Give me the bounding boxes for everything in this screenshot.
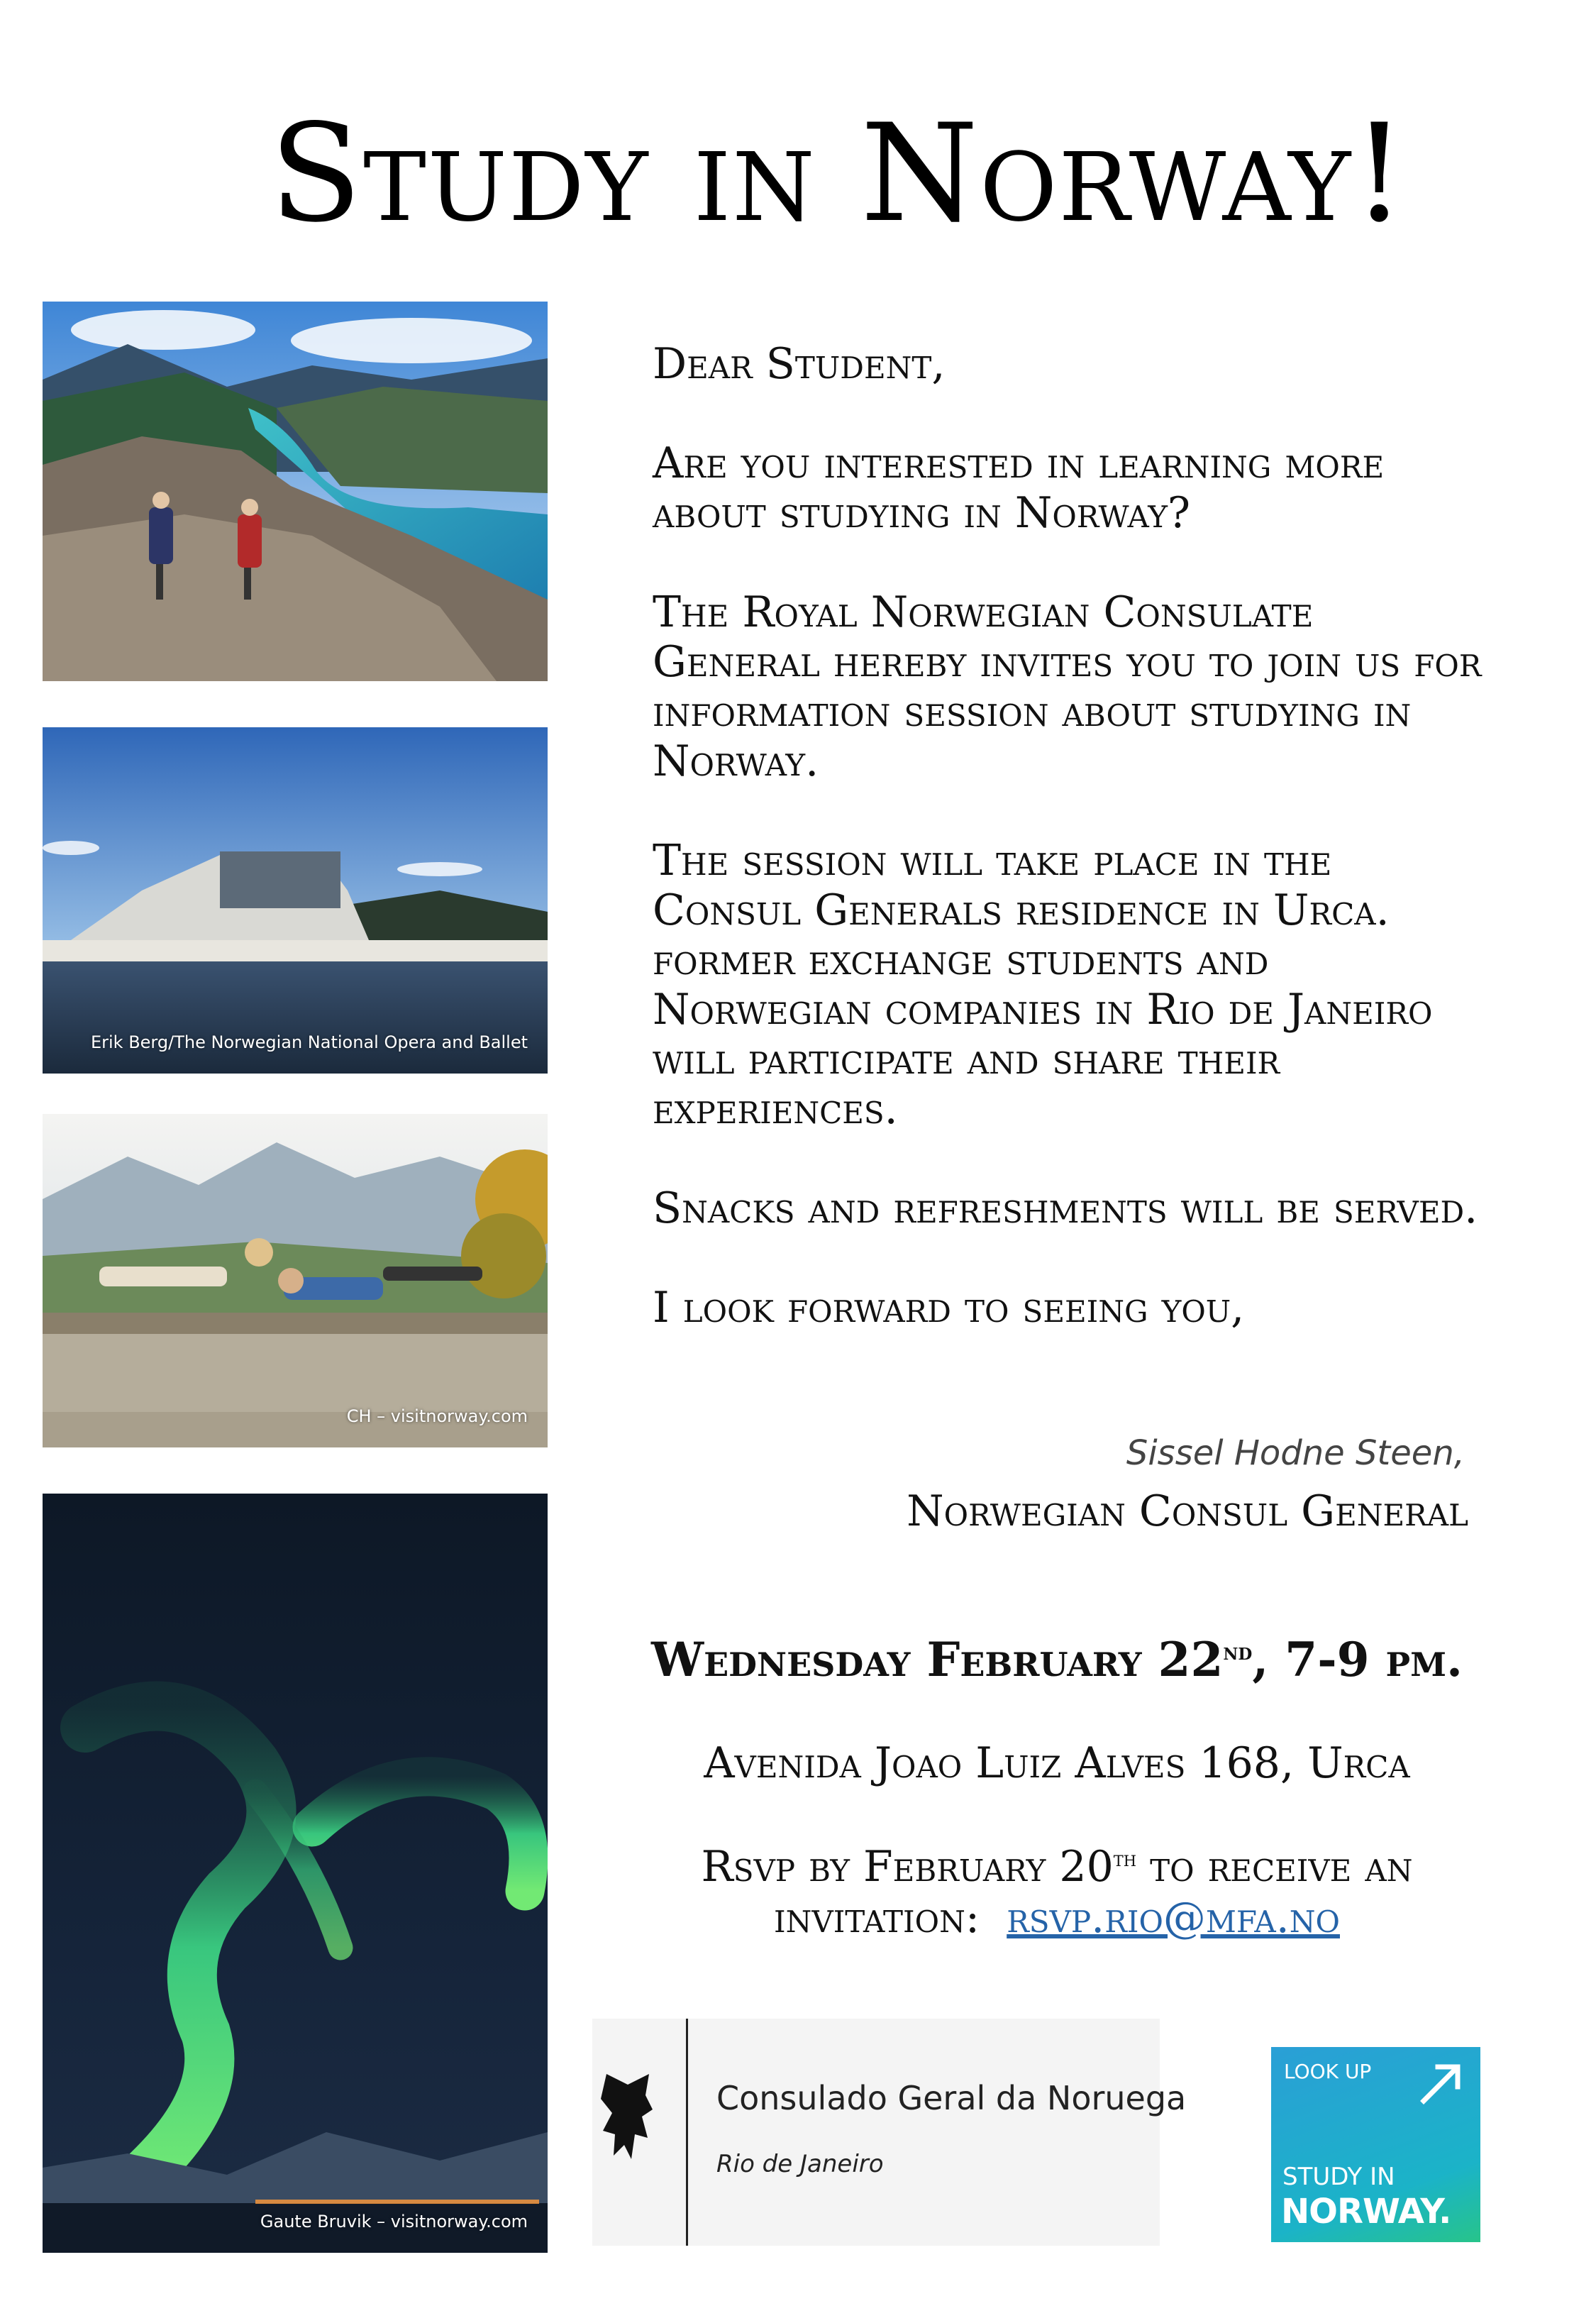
rsvp-email-link[interactable]: rsvp.rio@mfa.no <box>1007 1893 1340 1943</box>
norway-lion-crest-icon <box>592 2067 663 2166</box>
logo-divider <box>686 2019 688 2246</box>
invitation-letter <box>653 339 1490 1382</box>
letter-paragraph: The Royal Norwegian Consulate General hereby invites you to join us for information session about studying in Norway. <box>653 587 1482 786</box>
page-title: Study in Norway! <box>270 95 1408 252</box>
photo-northern-lights <box>43 1494 548 2253</box>
photo-caption: Erik Berg/The Norwegian National Opera and Ballet <box>90 1032 528 1052</box>
letter-closing: I look forward to seeing you, <box>653 1283 1245 1333</box>
study-in-norway-logo <box>1271 2047 1480 2242</box>
photo-opera-house <box>43 727 548 1074</box>
event-address: Avenida Joao Luiz Alves 168, Urca <box>704 1738 1410 1788</box>
letter-greeting: Dear Student, <box>653 339 946 389</box>
signature-name: Sissel Hodne Steen, <box>1126 1433 1465 1473</box>
event-date: Wednesday February 22nd, 7-9 pm. <box>650 1632 1463 1687</box>
letter-paragraph: Snacks and refreshments will be served. <box>653 1184 1478 1233</box>
photo-mountain-hikers <box>43 302 548 681</box>
letter-paragraph: The session will take place in the Consul Generals residence in Urca. former exchange students and Norwegian companies in Rio de Janeiro will participate and share their experiences. <box>653 836 1433 1134</box>
logo-norway: NORWAY. <box>1281 2192 1451 2231</box>
consulate-logo <box>592 2019 1187 2246</box>
letter-paragraph: Are you interested in learning more about studying in Norway? <box>653 438 1385 538</box>
logo-study-in: STUDY IN <box>1282 2163 1395 2191</box>
photo-couple-relaxing <box>43 1114 548 1447</box>
arrow-up-right-icon <box>1414 2054 1470 2111</box>
consulate-city: Rio de Janeiro <box>716 2150 884 2178</box>
photo-caption: CH – visitnorway.com <box>346 1406 528 1426</box>
photo-caption: Gaute Bruvik – visitnorway.com <box>260 2212 528 2231</box>
signature-title: Norwegian Consul General <box>907 1486 1468 1536</box>
event-rsvp: Rsvp by February 20th to receive an invitation: rsvp.rio@mfa.no <box>701 1842 1413 1943</box>
consulate-name: Consulado Geral da Noruega <box>716 2079 1187 2117</box>
logo-look-up: LOOK UP <box>1284 2060 1372 2083</box>
